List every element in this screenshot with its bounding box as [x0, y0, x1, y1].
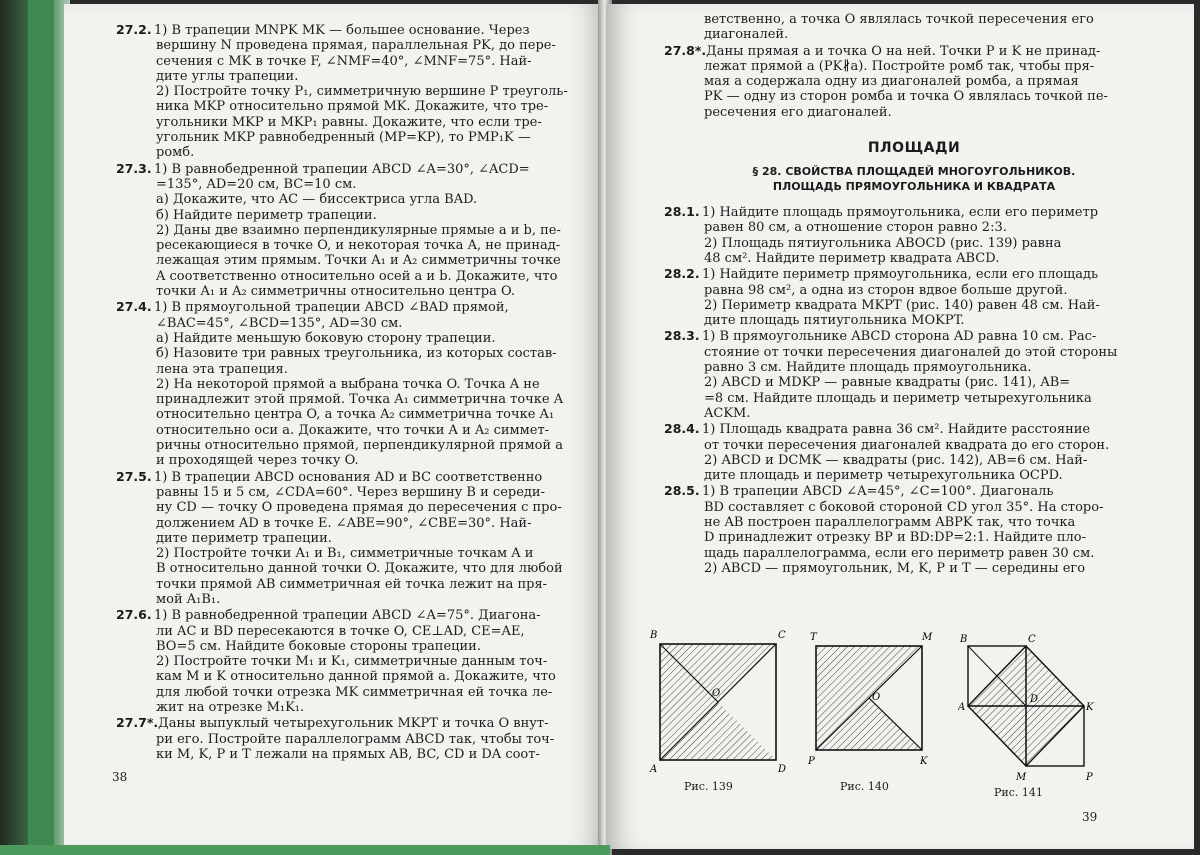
right-page-number: 39 — [1082, 810, 1098, 824]
problem-text-line: угольники MKP и MKP₁ равны. Докажите, что если тре- — [156, 114, 542, 130]
book-bottom-edge — [0, 845, 610, 855]
problem-block — [664, 483, 1164, 576]
problem-text-line: 2) Площадь пятиугольника ABOCD (рис. 139) равна — [704, 235, 1062, 251]
problem-text-line: кам M и K относительно данной прямой a. Докажите, что — [156, 669, 556, 685]
problem-text-line: 1) В трапеции ABCD ∠A=45°, ∠C=100°. Диагональ — [702, 484, 1054, 500]
fig139-label: A — [650, 764, 658, 775]
right-page — [606, 4, 1194, 849]
problem-text-line: относительно оси a. Докажите, что точки A и A₂ симмет- — [156, 422, 550, 438]
problem-text-line: 1) В трапеции MNPK MK — большее основание. Через — [154, 23, 530, 38]
book-cover-edge — [28, 0, 54, 855]
problem-text-line: 2) ABCD и DCMK — квадраты (рис. 142), AB=6 см. Най- — [704, 452, 1088, 468]
problem-text-line: и проходящей через точку O. — [156, 453, 359, 469]
problem-text-line: 1) В прямоугольнике ABCD сторона AD равна 10 см. Рас- — [702, 329, 1097, 345]
problem-text-line: 2) Постройте точки A₁ и B₁, симметричные точкам A и — [156, 546, 534, 562]
problem-text-line: дите периметр трапеции. — [156, 530, 332, 546]
continuation-text — [664, 12, 1164, 43]
problem-text-line: а) Докажите, что AC — биссектриса угла BAD. — [156, 192, 478, 208]
problem-block — [664, 204, 1164, 266]
figures-row — [640, 626, 1170, 826]
problem-text-line: лежат прямой a (PK∦a). Постройте ромб так, чтобы пря- — [704, 58, 1095, 74]
problem-text-line: 1) Площадь квадрата равна 36 см². Найдите расстояние — [702, 422, 1091, 438]
problem-text-line: 1) В равнобедренной трапеции ABCD ∠A=75°. Диагона- — [154, 608, 541, 624]
problem-text-line: ресекающиеся в точке O, и некоторая точка A, не принад- — [156, 238, 561, 254]
problem-block — [664, 421, 1164, 483]
problem-text-line: не AB построен параллелограмм ABPK так, что точка — [704, 515, 1076, 531]
problem-text-line: 1) Найдите площадь прямоугольника, если его периметр — [702, 205, 1099, 221]
fig140-label: P — [808, 756, 815, 767]
problem-text-line: щадь параллелограмма, если его периметр равен 30 см. — [704, 545, 1095, 561]
problem-text-line: =135°, AD=20 см, BC=10 см. — [156, 176, 357, 192]
problem-text-line: ника MKP относительно прямой MK. Докажите, что тре- — [156, 99, 549, 115]
problem-text-line: мая a содержала одну из диагоналей ромба, а прямая — [704, 74, 1079, 90]
problem-text-line: ромб. — [156, 145, 195, 161]
left-page-number: 38 — [112, 770, 128, 784]
fig141-label: P — [1086, 772, 1093, 783]
fig141-label: C — [1028, 634, 1036, 645]
problem-text-line: стояние от точки пересечения диагоналей до этой стороны — [704, 344, 1118, 360]
problem-text-line: жит на отрезке M₁K₁. — [156, 700, 305, 716]
problem-text-line: =8 см. Найдите площадь и периметр четырехугольника — [704, 390, 1092, 406]
problem-text-line: 2) ABCD и MDKP — равные квадраты (рис. 141), AB= — [704, 375, 1071, 391]
problem-text-line: вершину N проведена прямая, параллельная PK, до пере- — [156, 38, 556, 54]
fig139-label: B — [650, 630, 658, 641]
problem-text-line: ричны относительно прямой, перпендикулярной прямой a — [156, 438, 563, 454]
problem-text-line: для любой точки отрезка MK симметричная ей точка ле- — [156, 684, 553, 700]
problem-text-line: б) Найдите периметр трапеции. — [156, 207, 377, 223]
fig141-label: B — [960, 634, 968, 645]
problem-text-line: 2) ABCD — прямоугольник, M, K, P и T — середины его — [704, 560, 1086, 576]
problem-text-line: 1) Найдите периметр прямоугольника, если его площадь — [702, 267, 1099, 283]
section-title — [664, 164, 1164, 194]
problem-text-line: лена эта трапеция. — [156, 361, 288, 377]
problem-block — [116, 715, 594, 762]
problem-number: 28.5. — [664, 483, 700, 499]
problem-number: 27.5. — [116, 468, 152, 484]
problem-text-line: дите углы трапеции. — [156, 68, 299, 84]
problem-text-line: от точки пересечения диагоналей квадрата до его сторон. — [704, 437, 1110, 453]
problem-text-line: Даны прямая a и точка O на ней. Точки P и K не принад- — [706, 43, 1101, 59]
problem-text-line: диагоналей. — [704, 27, 789, 43]
problem-text-line: BD составляет с боковой стороной CD угол 35°. На сторо- — [704, 499, 1104, 515]
problem-text-line: равна 98 см², а одна из сторон вдвое больше другой. — [704, 282, 1068, 298]
fig140-label: T — [810, 632, 817, 643]
problem-text-line: ACKM. — [704, 405, 751, 421]
problem-text-line: ну CD — точку O проведена прямая до пересечения с про- — [156, 500, 562, 516]
problem-text-line: A соответственно относительно осей a и b. Докажите, что — [156, 268, 558, 284]
problem-text-line: 2) На некоторой прямой a выбрана точка O. Точка A не — [156, 376, 540, 392]
problem-block — [664, 43, 1164, 120]
problem-text-line: 1) В равнобедренной трапеции ABCD ∠A=30°, ∠ACD= — [154, 161, 530, 177]
problem-text-line: BO=5 см. Найдите боковые стороны трапеции. — [156, 638, 481, 654]
problem-text-line: равны 15 и 5 см, ∠CDA=60°. Через вершину B и середи- — [156, 484, 545, 500]
right-page-text — [664, 12, 1164, 576]
problem-text-line: точки A₁ и A₂ симметричны относительно центра O. — [156, 284, 516, 300]
left-page — [64, 4, 604, 849]
problem-block — [116, 161, 594, 300]
problem-text-line: угольник MKP равнобедренный (MP=KP), то PMP₁K — — [156, 130, 531, 146]
problem-number: 28.2. — [664, 266, 700, 282]
problem-text-line: равен 80 см, а отношение сторон равно 2:3. — [704, 220, 1007, 236]
problem-text-line: дите площадь пятиугольника MOKPT. — [704, 313, 965, 329]
fig141-caption: Рис. 141 — [994, 786, 1043, 799]
problem-text-line: Даны выпуклый четырехугольник MKPT и точка O внут- — [158, 716, 549, 732]
problem-text-line: D принадлежит отрезку BP и BD:DP=2:1. Найдите пло- — [704, 530, 1086, 546]
problem-text-line: ли AC и BD пересекаются в точке O, CE⊥AD, CE=AE, — [156, 623, 525, 639]
problem-number: 27.2. — [116, 22, 152, 37]
figure-140 — [804, 626, 964, 801]
problem-number: 27.8*. — [664, 42, 707, 58]
problem-number: 28.1. — [664, 204, 700, 220]
fig139-label: O — [712, 688, 721, 699]
problem-text-line: б) Назовите три равных треугольника, из которых состав- — [156, 346, 557, 362]
problem-number: 28.4. — [664, 421, 700, 437]
fig141-label: D — [1030, 694, 1039, 705]
problem-text-line: мой A₁B₁. — [156, 591, 221, 607]
fig139-caption: Рис. 139 — [684, 780, 733, 793]
section-title-line: ПЛОЩАДЬ ПРЯМОУГОЛЬНИКА И КВАДРАТА — [772, 180, 1056, 194]
figure-139 — [640, 626, 800, 801]
problem-text-line: а) Найдите меньшую боковую сторону трапеции. — [156, 330, 496, 346]
problem-block — [116, 22, 594, 161]
left-page-text — [116, 22, 594, 762]
problem-text-line: относительно центра O, а точка A₂ симметрична точке A₁ — [156, 407, 555, 423]
problem-text-line: 2) Постройте точку P₁, симметричную вершине P треуголь- — [156, 84, 568, 100]
problem-block — [116, 607, 594, 715]
problem-block — [664, 266, 1164, 328]
problem-text-line: 2) Даны две взаимно перпендикулярные прямые a и b, пе- — [156, 222, 561, 238]
fig140-caption: Рис. 140 — [840, 780, 889, 793]
problem-text-line: дите площадь и периметр четырехугольника OCPD. — [704, 468, 1063, 484]
problem-text-line: точки прямой AB симметричная ей точка лежит на пря- — [156, 576, 548, 592]
fig141-label: A — [958, 702, 966, 713]
problem-text-line: B относительно данной точки O. Докажите, что для любой — [156, 561, 563, 577]
problem-text-line: лежащая этим прямым. Точки A₁ и A₂ симметричны точке — [156, 253, 561, 269]
problem-number: 27.4. — [116, 299, 152, 315]
problem-text-line: ри его. Постройте параллелограмм ABCD так, чтобы точ- — [156, 731, 555, 747]
problem-block — [664, 328, 1164, 421]
chapter-title: ПЛОЩАДИ — [867, 140, 961, 157]
problem-text-line: 2) Периметр квадрата MKPT (рис. 140) равен 48 см. Най- — [704, 297, 1100, 313]
problem-text-line: ресечения его диагоналей. — [704, 104, 892, 120]
problem-number: 28.3. — [664, 328, 700, 344]
problem-text-line: 1) В трапеции ABCD основания AD и BC соответственно — [154, 469, 543, 485]
problem-text-line: равно 3 см. Найдите площадь прямоугольника. — [704, 360, 1032, 376]
problem-text-line: 1) В прямоугольной трапеции ABCD ∠BAD прямой, — [154, 300, 509, 316]
fig140-label: K — [920, 756, 928, 767]
fig140-label: M — [922, 632, 933, 643]
problem-text-line: должением AD в точке E. ∠ABE=90°, ∠CBE=30°. Най- — [156, 515, 532, 531]
problem-block — [116, 469, 594, 608]
problem-text-line: ветственно, а точка O являлась точкой пересечения его — [704, 12, 1094, 27]
problem-number: 27.6. — [116, 607, 152, 623]
problem-text-line: принадлежит этой прямой. Точка A₁ симметрична точке A — [156, 392, 564, 408]
problem-text-line: ки M, K, P и T лежали на прямых AB, BC, CD и DA соот- — [156, 746, 540, 762]
problem-number: 27.3. — [116, 160, 152, 176]
problem-block — [116, 299, 594, 468]
section-title-line: § 28. СВОЙСТВА ПЛОЩАДЕЙ МНОГОУГОЛЬНИКОВ. — [752, 165, 1076, 179]
figure-141 — [958, 626, 1108, 801]
fig139-label: C — [778, 630, 786, 641]
fig139-label: D — [778, 764, 787, 775]
problem-text-line: ∠BAC=45°, ∠BCD=135°, AD=30 см. — [156, 315, 403, 331]
problem-text-line: PK — одну из сторон ромба и точка O являлась точкой пе- — [704, 89, 1108, 105]
fig141-label: M — [1016, 772, 1027, 783]
problem-text-line: 2) Постройте точки M₁ и K₁, симметричные данным точ- — [156, 654, 548, 670]
problem-text-line: сечения с MK в точке F, ∠NMF=40°, ∠MNF=75°. Най- — [156, 53, 532, 69]
problem-number: 27.7*. — [116, 715, 159, 731]
fig141-label: K — [1086, 702, 1094, 713]
fig140-label: O — [872, 692, 881, 703]
problem-text-line: 48 см². Найдите периметр квадрата ABCD. — [704, 250, 1000, 266]
